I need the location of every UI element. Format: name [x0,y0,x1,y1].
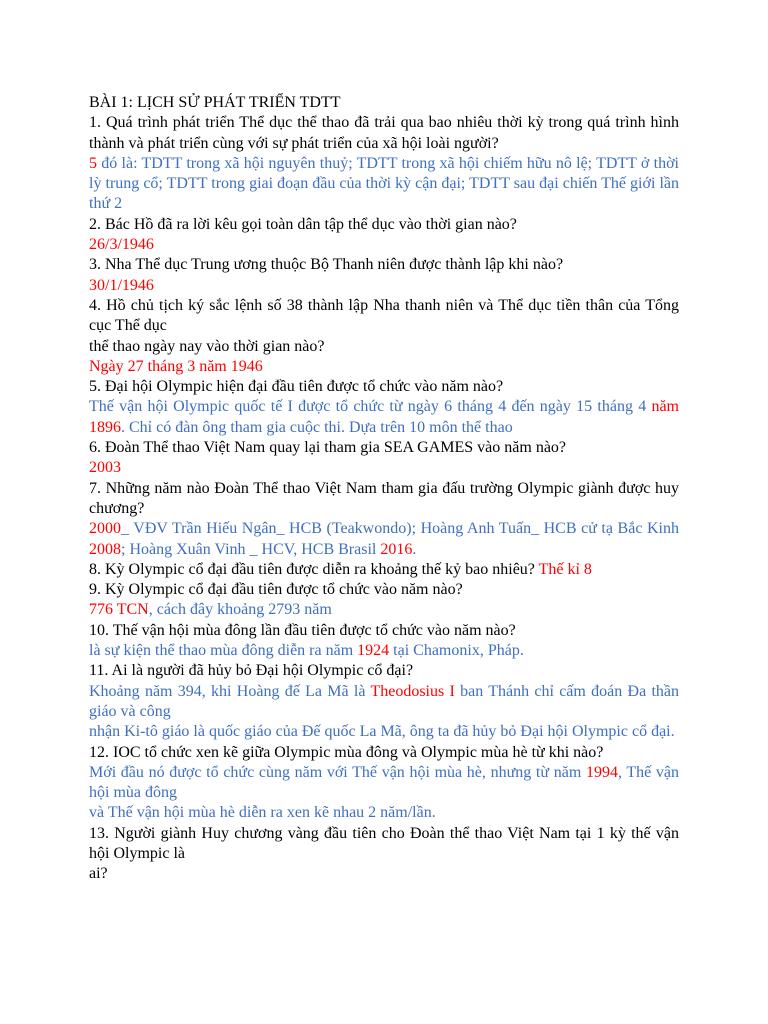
answer-text: Theodosius I [370,682,455,700]
document-title: BÀI 1: LỊCH SỬ PHÁT TRIỂN TDTT [89,94,341,111]
answer-text: ; Hoàng Xuân Vinh _ HCV, HCB Brasil [121,540,381,558]
question-text: 5. Đại hội Olympic hiện đại đầu tiên được tổ chức vào năm nào? [89,378,504,396]
answer-text: , cách đây khoảng 2793 năm [148,601,332,619]
answer-text: 776 TCN [89,601,149,619]
text-line [89,458,679,478]
text-line [89,296,679,337]
question-text: 4. Hồ chủ tịch ký sắc lệnh số 38 thành lập Nha thanh niên và Thể dục tiền thân của Tổng cục Thể dục [89,296,679,335]
answer-text: 1924 [357,642,390,660]
answer-text: 30/1/1946 [89,276,154,294]
question-text: 7. Những năm nào Đoàn Thể thao Việt Nam tham gia đấu trường Olympic giành được huy chương? [89,479,679,517]
question-text: 8. Kỳ Olympic cổ đại đầu tiên được diễn ra khoảng thế kỷ bao nhiêu? [89,560,539,578]
answer-text: nhận Ki-tô giáo là quốc giáo của Đế quốc La Mã, ông ta đã hủy bỏ Đại hội Olympic cổ đại. [89,723,675,741]
question-text: 3. Nha Thể dục Trung ương thuộc Bộ Thanh niên được thành lập khi nào? [89,256,564,274]
answer-text: 2016 [380,540,413,558]
answer-text: và Thế vận hội mùa hè diễn ra xen kẽ nhau 2 năm/lần. [89,804,436,822]
answer-text: . [412,540,417,558]
text-line [89,600,679,620]
answer-text: là sự kiện thể thao mùa đông diễn ra năm [89,642,358,660]
text-line [89,864,679,884]
text-line [89,357,679,377]
text-line [89,337,679,357]
text-line [89,113,679,154]
answer-text: Thế vận hội Olympic quốc tế I được tổ chức từ ngày 6 tháng 4 đến ngày 15 tháng 4 [89,398,652,416]
qa-lines [89,113,679,884]
text-line [89,438,679,458]
text-line [89,479,679,520]
text-line [89,235,679,255]
question-text: ai? [89,865,108,883]
text-line [89,397,679,438]
question-text: 6. Đoàn Thể thao Việt Nam quay lại tham gia SEA GAMES vào năm nào? [89,439,567,457]
question-text: 1. Quá trình phát triển Thể dục thể thao đã trải qua bao nhiêu thời kỳ trong quá trình hình thành và phát triển cùng với sự phát triển của xã hội loài người? [89,114,679,152]
answer-text: Thế kỉ 8 [538,560,592,578]
answer-text: năm 1896 [89,398,679,436]
answer-text: , Thế vận hội mùa đông [89,763,679,802]
answer-text: Ngày 27 tháng 3 năm 1946 [89,357,263,375]
question-text: 2. Bác Hồ đã ra lời kêu gọi toàn dân tập thể dục vào thời gian nào? [89,215,517,233]
text-line [89,276,679,296]
answer-text: 1994 [585,763,618,781]
answer-text: ban Thánh chỉ cấm đoán Đa thần giáo và công [89,682,680,720]
text-line [89,682,679,723]
text-line [89,743,679,763]
answer-text: Mới đầu nó được tổ chức cùng năm với Thế vận hội mùa hè, nhưng từ năm [89,763,586,781]
answer-text: 2000 [89,520,121,538]
text-line [89,803,679,823]
text-line [89,580,679,600]
text-line [89,377,679,397]
question-text: thể thao ngày nay vào thời gian nào? [89,337,325,355]
text-line [89,621,679,641]
text-line [89,154,679,215]
answer-text: 26/3/1946 [89,236,154,254]
question-text: 11. Ai là người đã hủy bỏ Đại hội Olympic cổ đại? [89,662,414,680]
text-line [89,255,679,275]
answer-text: 2003 [89,459,121,477]
answer-text: _ VĐV Trần Hiếu Ngân_ HCB (Teakwondo); Hoàng Anh Tuấn_ HCB cử tạ Bắc Kinh [121,520,679,538]
question-text: 10. Thế vận hội mùa đông lần đầu tiên được tổ chức vào năm nào? [89,621,516,639]
text-line [89,661,679,681]
text-line [89,560,679,580]
text-line [89,824,679,865]
text-line [89,641,679,661]
text-line [89,215,679,235]
question-text: 12. IOC tổ chức xen kẽ giữa Olympic mùa đông và Olympic mùa hè từ khi nào? [89,743,604,761]
answer-text: . Chỉ có đàn ông tham gia cuộc thi. Dựa trên 10 môn thể thao [121,418,513,436]
question-text: 9. Kỳ Olympic cổ đại đầu tiên được tổ chức vào năm nào? [89,581,463,599]
text-line [89,519,679,560]
answer-text: 2008 [89,540,121,558]
answer-text: 5 [89,154,97,172]
question-text: 13. Người giành Huy chương vàng đầu tiên cho Đoàn thể thao Việt Nam tại 1 kỳ thế vận hội Olympic là [89,824,679,862]
answer-text: tại Chamonix, Pháp. [389,642,524,660]
text-line [89,722,679,742]
text-line [89,763,679,804]
document-body [89,93,679,885]
answer-text: Khoảng năm 394, khi Hoàng đế La Mã là [89,682,371,700]
answer-text: đó là: TDTT trong xã hội nguyên thuỷ; TDTT trong xã hội chiếm hữu nô lệ; TDTT ở thời lỳ trung cổ; TDTT trong giai đoạn đầu của thời kỳ cận đại; TDTT sau đại chiến Thế giới lần thứ 2 [89,154,679,213]
